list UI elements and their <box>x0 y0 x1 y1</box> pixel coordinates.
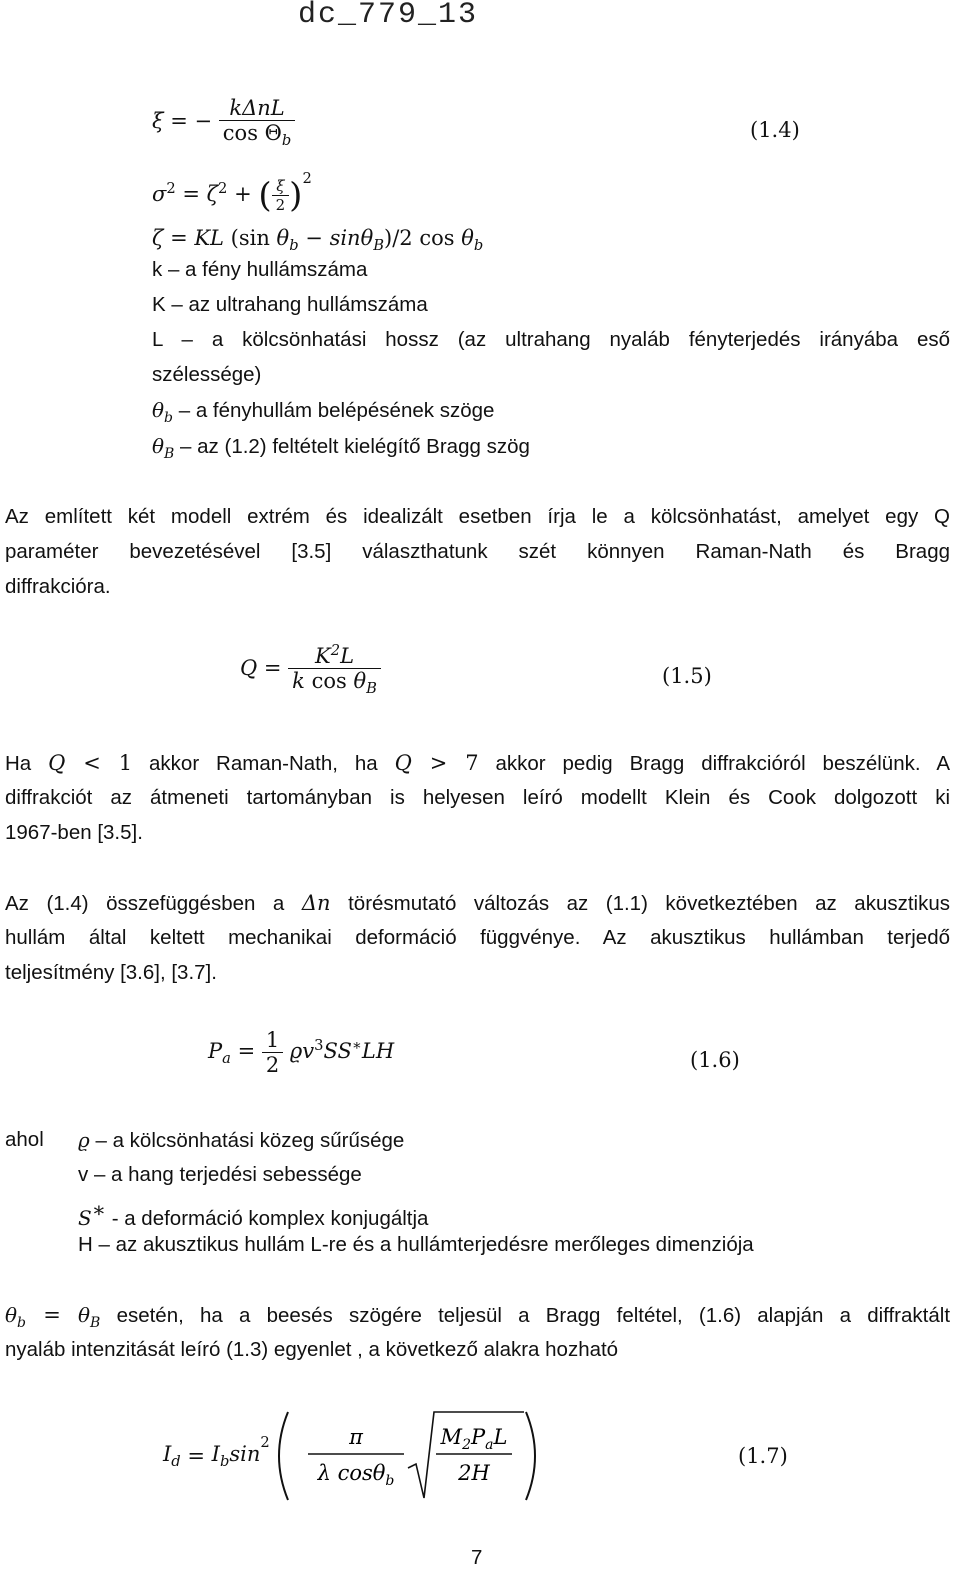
definition-rho: ϱ – a kölcsönhatási közeg sűrűsége <box>78 1128 405 1152</box>
equation-sigma: $\sigma^2 = \zeta^2$ + ( $\frac{\xi}{2}$ )$^2$ <box>152 170 312 216</box>
equation-Id: $I_d$ = $I_b\sin$ $^2$ π λ cosθ$_b$ $M_2P_aL$ 2H <box>163 1408 794 1504</box>
equation-Pa: $P_a$ = $\frac{1}{2}$ $ϱv^3SS^∗LH$ <box>208 1028 395 1077</box>
definition-v: v – a hang terjedési sebessége <box>78 1163 362 1186</box>
paragraph-2-line-3: 1967-ben [3.5]. <box>5 821 143 844</box>
para3-start: Az (1.4) összefüggésben a <box>5 892 285 915</box>
document-id-header: dc_779_13 <box>298 0 479 32</box>
definition-L-cont: szélessége) <box>152 363 262 386</box>
paragraph-4-line-2: nyaláb intenzitását leíró (1.3) egyenlet , a következő alakra hozható <box>5 1338 619 1361</box>
para4-line1-text: esetén, ha a beesés szögére teljesül a Bragg feltétel, (1.6) alapján a diffraktált <box>116 1304 951 1327</box>
paragraph-2-line-1: Ha Q < 1 akkor Raman-Nath, ha Q > 7 akkor pedig Bragg diffrakcióról beszélünk. A <box>5 751 951 775</box>
svg-text:2H: 2H <box>457 1461 490 1485</box>
page-number: 7 <box>471 1546 483 1569</box>
para2-raman: akkor Raman-Nath, ha <box>149 752 378 775</box>
definition-S-star: S∗ - a deformáció komplex konjugáltja <box>78 1198 429 1230</box>
equation-label-1-6: (1.6) <box>690 1048 740 1072</box>
equation-zeta: ζ = KL (sin $\theta_b - \sin\theta_B)/2$ $\cos \theta_b$ <box>152 226 484 255</box>
paragraph-3-line-3: teljesítmény [3.6], [3.7]. <box>5 961 217 984</box>
equation-label-1-5: (1.5) <box>662 664 712 688</box>
para2-bragg: akkor pedig Bragg diffrakcióról beszélünk. A <box>495 752 951 775</box>
definition-theta-b: $\theta_b$ – a fényhullám belépésének szöge <box>152 398 495 426</box>
svg-text:λ cosθb: λ cosθ$_b$ <box>317 1461 395 1489</box>
paragraph-4-line-1: $\theta_b = \theta_B$ esetén, ha a beesés szögére teljesül a Bragg feltétel, (1.6) alapján a diffraktált <box>5 1303 951 1331</box>
equation-label-1-7: (1.7) <box>738 1444 788 1468</box>
paragraph-3-line-2: hullám által keltett mechanikai deformáció függvénye. Az akusztikus hullámban terjedő <box>5 926 950 949</box>
definition-K: K – az ultrahang hullámszáma <box>152 293 428 316</box>
definition-k: k – a fény hullámszáma <box>152 258 368 281</box>
definition-H: H – az akusztikus hullám L-re és a hullámterjedésre merőleges dimenziója <box>78 1233 754 1256</box>
definition-theta-B-text: az (1.2) feltételt kielégítő Bragg szög <box>197 435 530 458</box>
equation-xi: ξ = − $\frac{\text{kΔnL}}{\cos \Theta_b}$ <box>152 96 295 149</box>
paragraph-1-line-3: diffrakcióra. <box>5 575 111 598</box>
paragraph-1-line-1: Az említett két modell extrém és idealizált esetben írja le a kölcsönhatást, amelyet egy Q <box>5 505 950 528</box>
svg-text:M2PaL: $M_2P_aL$ <box>440 1425 508 1453</box>
equation-label-1-4: (1.4) <box>750 118 800 142</box>
para2-ha: Ha <box>5 752 32 775</box>
definition-rho-text: – a kölcsönhatási közeg sűrűsége <box>95 1129 405 1152</box>
equation-1-7-body <box>274 1408 794 1504</box>
paragraph-1-line-2: paraméter bevezetésével [3.5] választhatunk szét könnyen Raman-Nath és Bragg <box>5 540 950 563</box>
paragraph-2-line-2: diffrakciót az átmeneti tartományban is helyesen leíró modellt Klein és Cook dolgozott ki <box>5 786 950 809</box>
svg-text:π: π <box>348 1425 363 1449</box>
definition-theta-B: $\theta_B$ – az (1.2) feltételt kielégítő Bragg szög <box>152 434 530 462</box>
ahol-label: ahol <box>5 1128 44 1151</box>
definition-L: L – a kölcsönhatási hossz (az ultrahang nyaláb fényterjedés irányába eső <box>152 328 950 351</box>
equation-Q: Q = $\frac{K^2L}{k \cos \theta_B}$ <box>240 642 381 697</box>
definition-S-star-text: - a deformáció komplex konjugáltja <box>111 1206 429 1230</box>
para3-rest: törésmutató változás az (1.1) következtében az akusztikus <box>348 892 951 915</box>
definition-theta-b-text: – a fényhullám belépésének szöge <box>178 399 495 422</box>
paragraph-3-line-1: Az (1.4) összefüggésben a Δn törésmutató változás az (1.1) következtében az akusztikus <box>5 891 951 915</box>
